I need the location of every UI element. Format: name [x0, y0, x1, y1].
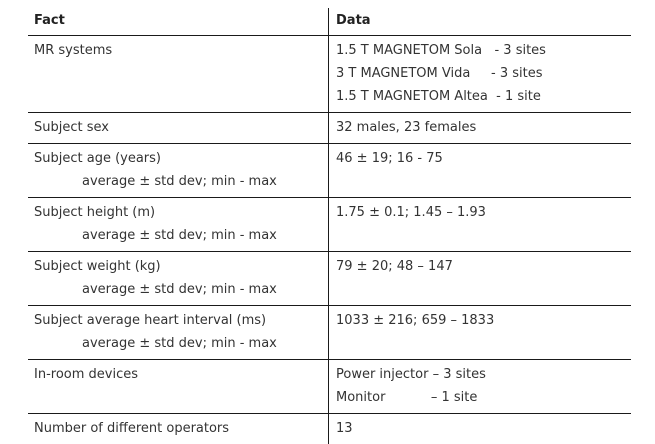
- data-value: 3 T MAGNETOM Vida - 3 sites: [336, 66, 543, 81]
- header-fact: Fact: [34, 13, 65, 28]
- fact-cell: [28, 144, 328, 197]
- data-value: 1.75 ± 0.1; 1.45 – 1.93: [336, 205, 486, 220]
- fact-sublabel: average ± std dev; min - max: [82, 336, 277, 351]
- data-value: Monitor – 1 site: [336, 390, 478, 405]
- fact-sublabel: average ± std dev; min - max: [82, 228, 277, 243]
- fact-cell: [28, 113, 328, 143]
- data-cell: [328, 113, 631, 143]
- table-row: [28, 306, 631, 360]
- data-cell: [328, 144, 631, 197]
- fact-cell: [28, 306, 328, 359]
- data-cell: [328, 360, 631, 413]
- fact-label: In-room devices: [34, 367, 138, 382]
- data-value: 79 ± 20; 48 – 147: [336, 259, 453, 274]
- fact-label: Subject weight (kg): [34, 259, 161, 274]
- fact-cell: [28, 252, 328, 305]
- data-value: 1.5 T MAGNETOM Sola - 3 sites: [336, 43, 546, 58]
- table-row: [28, 198, 631, 252]
- data-cell: [328, 198, 631, 251]
- data-cell: [328, 252, 631, 305]
- table-header-row: [28, 8, 631, 36]
- data-value: 46 ± 19; 16 - 75: [336, 151, 443, 166]
- fact-cell: [28, 198, 328, 251]
- fact-label: MR systems: [34, 43, 113, 58]
- fact-label: Subject sex: [34, 120, 109, 135]
- header-fact-cell: [28, 8, 328, 35]
- table-row: [28, 360, 631, 414]
- data-value: 1.5 T MAGNETOM Altea - 1 site: [336, 89, 541, 104]
- fact-label: Subject average heart interval (ms): [34, 313, 267, 328]
- fact-label: Subject age (years): [34, 151, 161, 166]
- fact-cell: [28, 360, 328, 413]
- header-data-cell: [328, 8, 631, 35]
- table-row: [28, 113, 631, 144]
- header-data: Data: [336, 13, 371, 28]
- data-cell: [328, 306, 631, 359]
- table-row: [28, 144, 631, 198]
- facts-table: [28, 8, 631, 444]
- table-row: [28, 36, 631, 113]
- data-value: 32 males, 23 females: [336, 120, 477, 135]
- fact-label: Number of different operators: [34, 421, 230, 436]
- fact-sublabel: average ± std dev; min - max: [82, 282, 277, 297]
- data-value: 13: [336, 421, 353, 436]
- data-value: 1033 ± 216; 659 – 1833: [336, 313, 495, 328]
- data-value: Power injector – 3 sites: [336, 367, 486, 382]
- fact-cell: [28, 36, 328, 112]
- table-row: [28, 252, 631, 306]
- data-cell: [328, 36, 631, 112]
- fact-sublabel: average ± std dev; min - max: [82, 174, 277, 189]
- fact-label: Subject height (m): [34, 205, 156, 220]
